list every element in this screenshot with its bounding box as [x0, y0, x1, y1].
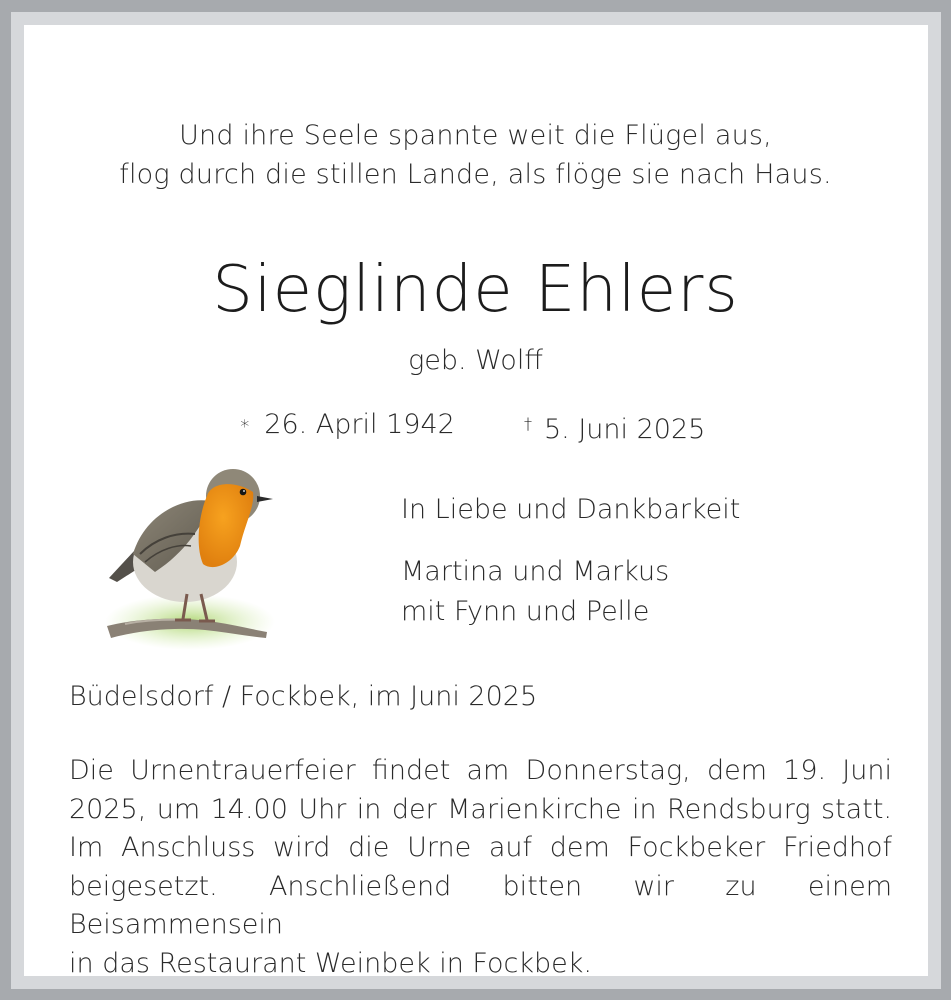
mourners-block	[401, 490, 740, 632]
mourners-spacer	[401, 530, 740, 552]
funeral-line-5: in das Restaurant Weinbek in Fockbek.	[69, 947, 592, 979]
funeral-line-4: beigesetzt. Anschließend bitten wir zu einem Beisammensein	[69, 870, 892, 940]
death-date-group	[524, 407, 705, 447]
funeral-notice	[69, 752, 892, 983]
death-cross-icon: †	[524, 414, 532, 433]
poem	[11, 116, 940, 194]
deceased-name: Sieglinde Ehlers	[212, 253, 739, 327]
robin-bird-icon	[95, 454, 275, 654]
mourners-line-1: Martina und Markus	[401, 556, 670, 587]
mourners-intro: In Liebe und Dankbarkeit	[401, 494, 741, 525]
birth-date: 26. April 1942	[264, 409, 455, 440]
funeral-line-1: Die Urnentrauerfeier findet am Donnerstag, dem 19. Juni	[69, 755, 892, 786]
poem-line-1: Und ihre Seele spannte weit die Flügel aus,	[179, 120, 772, 151]
death-date: 5. Juni 2025	[544, 414, 706, 445]
funeral-line-2: 2025, um 14.00 Uhr in der Marienkirche in Rendsburg statt.	[69, 793, 892, 825]
maiden-name: geb. Wolff	[408, 345, 543, 376]
place-and-date: Büdelsdorf / Fockbek, im Juni 2025	[69, 681, 538, 712]
birth-star-icon: ∗	[239, 413, 251, 434]
mourners-line-2: mit Fynn und Pelle	[401, 596, 650, 627]
poem-line-2: flog durch die stillen Lande, als flöge sie nach Haus.	[119, 159, 832, 190]
birth-date-group	[239, 407, 455, 442]
funeral-line-3: Im Anschluss wird die Urne auf dem Fockbeker Friedhof	[69, 832, 892, 863]
